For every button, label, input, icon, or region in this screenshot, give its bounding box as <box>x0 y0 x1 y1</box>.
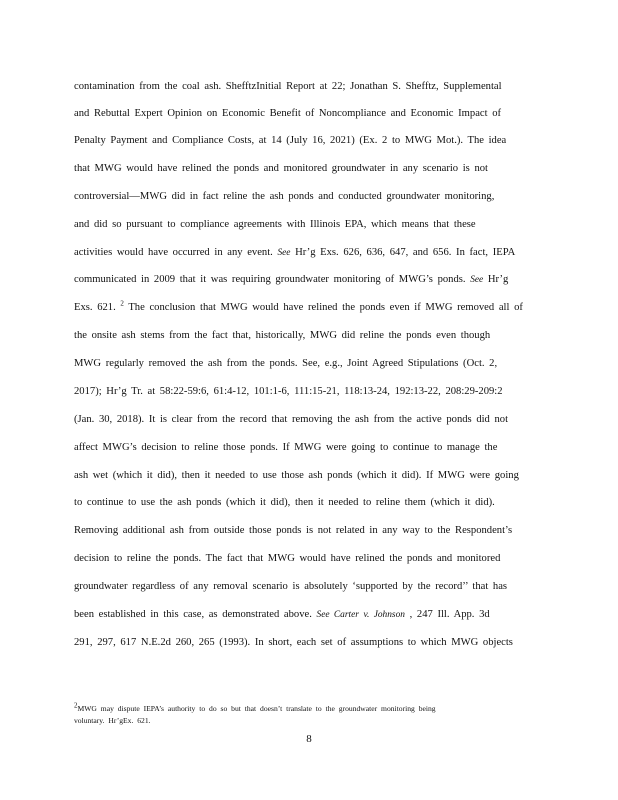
body-line-6: and did so pursuant to compliance agreements with Illinois EPA, which means that these <box>74 219 476 230</box>
citation-line-text-a: been established in this case, as demonstrated above. <box>74 609 317 620</box>
footnote-line-2: voluntary. Hr’gEx. 621. <box>74 716 151 725</box>
body-line-16: to continue to use the ash ponds (which it did), then it needed to reline them (which it did). <box>74 497 495 508</box>
body-line-20 <box>74 608 544 622</box>
see-signal: See <box>277 248 291 258</box>
body-line-21: 291, 297, 617 N.E.2d 260, 265 (1993). In short, each set of assumptions to which MWG objects <box>74 637 513 648</box>
footnote-marker: 2 <box>74 701 78 710</box>
body-line-14: affect MWG’s decision to reline those ponds. If MWG were going to continue to manage the <box>74 442 498 453</box>
page-number: 8 <box>306 733 312 745</box>
body-line-7 <box>74 246 544 260</box>
body-line-4: that MWG would have relined the ponds and monitored groundwater in any scenario is not <box>74 163 488 174</box>
footnote <box>74 701 544 714</box>
body-line-8 <box>74 273 544 287</box>
body-line-8-text-a: communicated in 2009 that it was requiring groundwater monitoring of MWG’s ponds. <box>74 274 471 285</box>
body-line-18: decision to reline the ponds. The fact that MWG would have relined the ponds and monitored <box>74 553 501 564</box>
body-line-3: Penalty Payment and Compliance Costs, at 14 (July 16, 2021) (Ex. 2 to MWG Mot.). The idea <box>74 135 507 146</box>
body-line-9 <box>74 301 544 315</box>
body-line-2: and Rebuttal Expert Opinion on Economic Benefit of Noncompliance and Economic Impact of <box>74 108 502 119</box>
footnote-reference: 2 <box>120 299 124 308</box>
body-line-13: (Jan. 30, 2018). It is clear from the record that removing the ash from the active ponds did not <box>74 414 509 425</box>
body-line-15: ash wet (which it did), then it needed to use those ash ponds (which it did). If MWG were going <box>74 470 519 481</box>
body-line-17: Removing additional ash from outside those ponds is not related in any way to the Respondent’s <box>74 525 513 536</box>
see-signal: See <box>470 275 484 285</box>
body-line-12: 2017); Hr’g Tr. at 58:22-59:6, 61:4-12, 101:1-6, 111:15-21, 118:13-24, 192:13-22, 208:29-209:2 <box>74 386 503 397</box>
footnote-line-1: MWG may dispute IEPA’s authority to do so but that doesn’t translate to the groundwater monitoring being <box>77 704 436 713</box>
body-line-7-text-b: Hr’g Exs. 626, 636, 647, and 656. In fact, IEPA <box>290 247 516 258</box>
case-name-part-1: See Carter <box>316 610 359 620</box>
body-line-8-text-b: Hr’g <box>483 274 509 285</box>
citation-line-text-b: , 247 Ill. App. 3d <box>404 609 490 620</box>
body-line-1: contamination from the coal ash. ShefftzInitial Report at 22; Jonathan S. Shefftz, Supplemental <box>74 81 502 92</box>
case-name-part-2: v. Johnson <box>363 610 405 620</box>
body-line-19: groundwater regardless of any removal scenario is absolutely ‘supported by the record’’ that has <box>74 581 508 592</box>
body-line-9-text-b: The conclusion that MWG would have relined the ponds even if MWG removed all of <box>123 302 523 313</box>
body-line-5: controversial—MWG did in fact reline the ash ponds and conducted groundwater monitoring, <box>74 191 495 202</box>
body-line-9-text-a: Exs. 621. <box>74 302 121 313</box>
body-line-11: MWG regularly removed the ash from the ponds. See, e.g., Joint Agreed Stipulations (Oct. 2, <box>74 358 498 369</box>
body-line-10: the onsite ash stems from the fact that, historically, MWG did reline the ponds even though <box>74 330 491 341</box>
body-line-7-text-a: activities would have occurred in any event. <box>74 247 278 258</box>
